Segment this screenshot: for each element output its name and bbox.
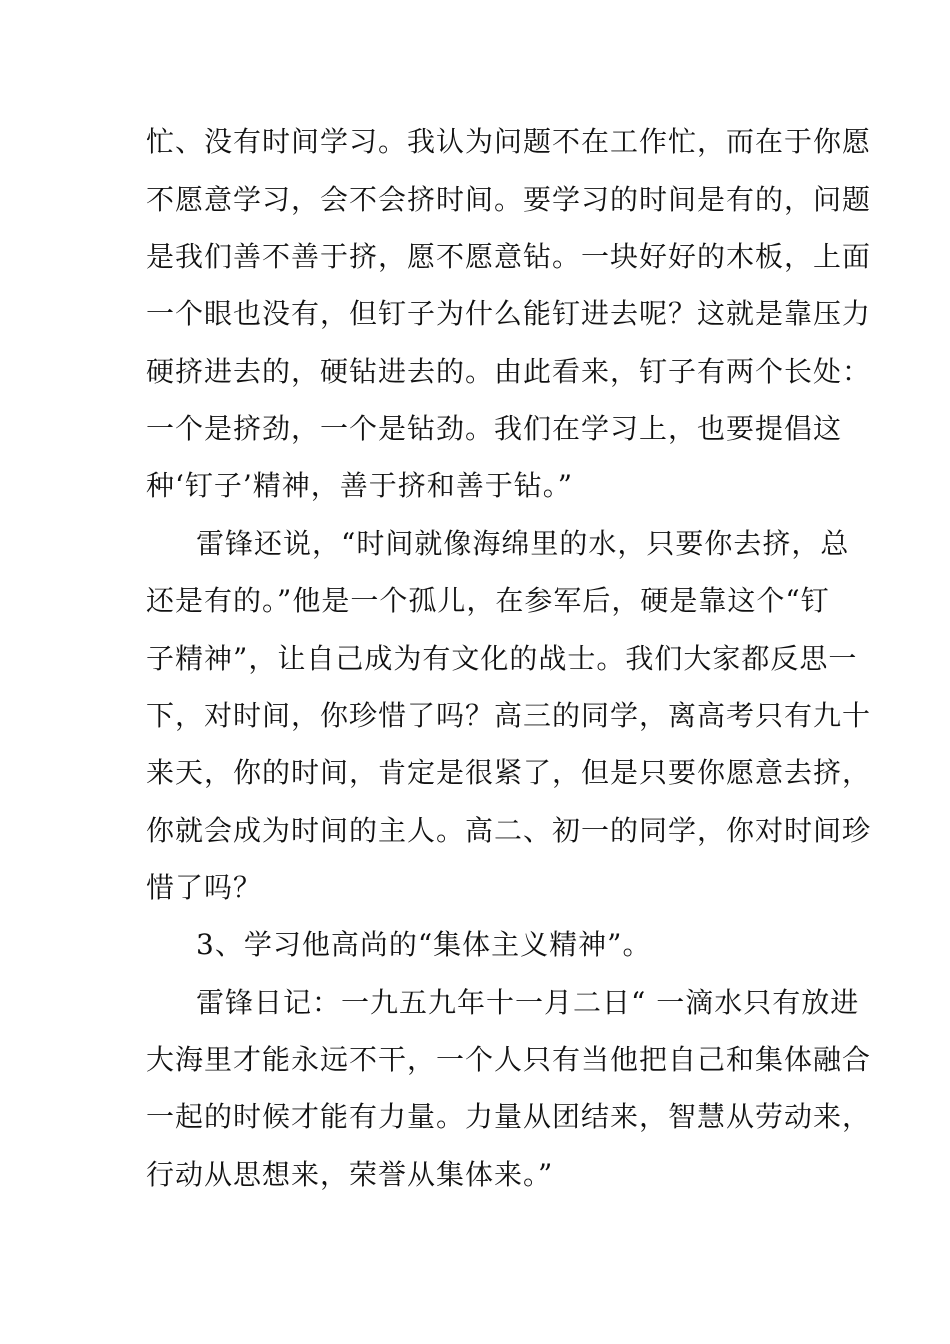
text-line: 一个眼也没有，但钉子为什么能钉进去呢？这就是靠压力 xyxy=(146,297,872,330)
paragraph-first-line: 雷锋还说，“时间就像海绵里的水，只要你去挤，总 xyxy=(196,527,850,560)
text-line: 子精神”，让自己成为有文化的战士。我们大家都反思一 xyxy=(146,642,858,675)
text-line: 一起的时候才能有力量。力量从团结来，智慧从劳动来， xyxy=(146,1100,872,1133)
text-line: 下，对时间，你珍惜了吗？高三的同学，离高考只有九十 xyxy=(146,699,872,732)
section-heading: 3、学习他高尚的“集体主义精神”。 xyxy=(196,928,652,961)
text-line: 不愿意学习，会不会挤时间。要学习的时间是有的，问题 xyxy=(146,183,872,216)
text-line: 是我们善不善于挤，愿不愿意钻。一块好好的木板，上面 xyxy=(146,240,872,273)
paragraph-first-line: 雷锋日记：一九五九年十一月二日“ 一滴水只有放进 xyxy=(196,986,860,1019)
text-line: 你就会成为时间的主人。高二、初一的同学，你对时间珍 xyxy=(146,814,872,847)
text-line: 惜了吗？ xyxy=(146,871,263,904)
text-line: 行动从思想来，荣誉从集体来。” xyxy=(146,1158,554,1191)
text-line: 大海里才能永远不干，一个人只有当他把自己和集体融合 xyxy=(146,1043,872,1076)
text-line: 种‘钉子’精神，善于挤和善于钻。” xyxy=(146,469,574,502)
text-line: 一个是挤劲，一个是钻劲。我们在学习上，也要提倡这 xyxy=(146,412,843,445)
text-line: 忙、没有时间学习。我认为问题不在工作忙，而在于你愿 xyxy=(146,125,872,158)
text-line: 来天，你的时间，肯定是很紧了，但是只要你愿意去挤， xyxy=(146,756,872,789)
text-line: 硬挤进去的，硬钻进去的。由此看来，钉子有两个长处： xyxy=(146,355,872,388)
text-line: 还是有的。”他是一个孤儿，在参军后，硬是靠这个“钉 xyxy=(146,584,830,617)
